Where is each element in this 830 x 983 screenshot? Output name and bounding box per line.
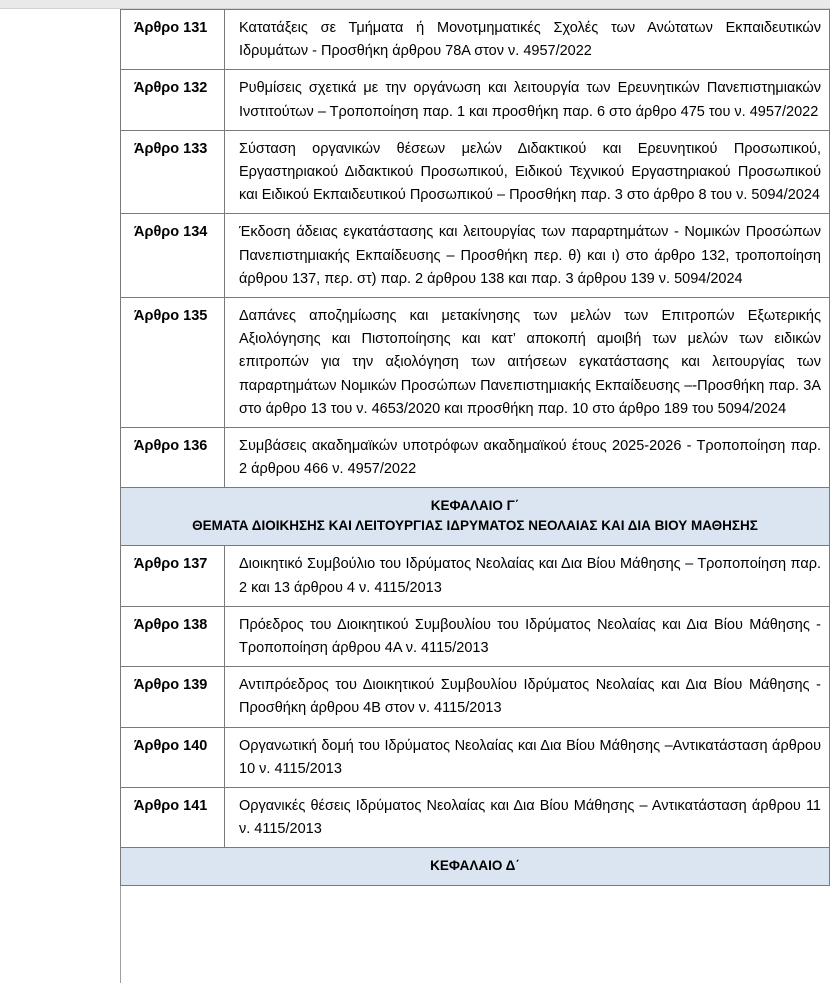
- article-description: Ρυθμίσεις σχετικά με την οργάνωση και λειτουργία των Ερευνητικών Πανεπιστημιακών Ινστιτούτων – Τροποποίηση παρ. 1 και προσθήκη παρ. 6 στο άρθρο 475 του ν. 4957/2022: [225, 70, 830, 130]
- article-row: [121, 788, 830, 848]
- article-number: Άρθρο 132: [121, 70, 225, 130]
- left-margin-pane: [0, 9, 121, 983]
- chapter-header-row: [121, 488, 830, 546]
- article-row: [121, 214, 830, 298]
- article-number: Άρθρο 137: [121, 546, 225, 606]
- article-description: Οργανικές θέσεις Ιδρύματος Νεολαίας και Δια Βίου Μάθησης – Αντικατάσταση άρθρου 11 ν. 4115/2013: [225, 788, 830, 848]
- chapter-heading: ΚΕΦΑΛΑΙΟ Γ΄: [430, 498, 520, 514]
- contents-table: [120, 9, 830, 886]
- article-description: Οργανωτική δομή του Ιδρύματος Νεολαίας και Δια Βίου Μάθησης –Αντικατάσταση άρθρου 10 ν. 4115/2013: [225, 727, 830, 787]
- chapter-header-row: [121, 848, 830, 886]
- article-description: Πρόεδρος του Διοικητικού Συμβουλίου του Ιδρύματος Νεολαίας και Δια Βίου Μάθησης - Τροποποίηση άρθρου 4Α ν. 4115/2013: [225, 606, 830, 666]
- article-number: Άρθρο 139: [121, 667, 225, 727]
- article-number: Άρθρο 138: [121, 606, 225, 666]
- article-number: Άρθρο 141: [121, 788, 225, 848]
- chapter-header: [121, 488, 830, 546]
- chapter-header: [121, 848, 830, 886]
- article-description: Αντιπρόεδρος του Διοικητικού Συμβουλίου Ιδρύματος Νεολαίας και Δια Βίου Μάθησης - Προσθήκη άρθρου 4Β στον ν. 4115/2013: [225, 667, 830, 727]
- article-description: Έκδοση άδειας εγκατάστασης και λειτουργίας των παραρτημάτων - Νομικών Προσώπων Πανεπιστημιακής Εκπαίδευσης – Προσθήκη περ. θ) και ι) στο άρθρο 132, τροποποίηση άρθρου 137, περ. στ) παρ. 2 άρθρου 138 και παρ. 3 άρθρου 139 ν. 5094/2024: [225, 214, 830, 298]
- article-description: Διοικητικό Συμβούλιο του Ιδρύματος Νεολαίας και Δια Βίου Μάθησης – Τροποποίηση παρ. 2 και 13 άρθρου 4 ν. 4115/2013: [225, 546, 830, 606]
- article-number: Άρθρο 133: [121, 130, 225, 214]
- viewer-top-strip: [0, 0, 830, 9]
- article-row: [121, 667, 830, 727]
- article-row: [121, 546, 830, 606]
- article-number: Άρθρο 136: [121, 428, 225, 488]
- article-row: [121, 727, 830, 787]
- article-description: Σύσταση οργανικών θέσεων μελών Διδακτικού και Ερευνητικού Προσωπικού, Εργαστηριακού Διδακτικού Προσωπικού, Ειδικού Τεχνικού Εργαστηριακού Προσωπικού και Ειδικού Εκπαιδευτικού Προσωπικού – Προσθήκη παρ. 3 στο άρθρο 8 του ν. 5094/2024: [225, 130, 830, 214]
- article-description: Κατατάξεις σε Τμήματα ή Μονοτμηματικές Σχολές των Ανώτατων Εκπαιδευτικών Ιδρυμάτων - Προσθήκη άρθρου 78Α στον ν. 4957/2022: [225, 10, 830, 70]
- article-row: [121, 10, 830, 70]
- article-description: Συμβάσεις ακαδημαϊκών υποτρόφων ακαδημαϊκού έτους 2025-2026 - Τροποποίηση παρ. 2 άρθρου 466 ν. 4957/2022: [225, 428, 830, 488]
- article-number: Άρθρο 140: [121, 727, 225, 787]
- article-row: [121, 130, 830, 214]
- article-row: [121, 428, 830, 488]
- article-row: [121, 70, 830, 130]
- article-number: Άρθρο 131: [121, 10, 225, 70]
- chapter-title: ΘΕΜΑΤΑ ΔΙΟΙΚΗΣΗΣ ΚΑΙ ΛΕΙΤΟΥΡΓΙΑΣ ΙΔΡΥΜΑΤΟΣ ΝΕΟΛΑΙΑΣ ΚΑΙ ΔΙΑ ΒΙΟΥ ΜΑΘΗΣΗΣ: [192, 518, 758, 534]
- article-row: [121, 606, 830, 666]
- article-number: Άρθρο 134: [121, 214, 225, 298]
- article-row: [121, 298, 830, 428]
- article-description: Δαπάνες αποζημίωσης και μετακίνησης των μελών των Επιτροπών Εξωτερικής Αξιολόγησης και Πιστοποίησης και κατ’ αποκοπή αμοιβή των μελών των ειδικών επιτροπών για την αξιολόγηση των αιτήσεων εγκατάστασης και λειτουργίας των παραρτημάτων Νομικών Προσώπων Πανεπιστημιακής Εκπαίδευσης –-Προσθήκη παρ. 3Α στο άρθρο 13 του ν. 4653/2020 και προσθήκη παρ. 10 στο άρθρο 189 του 5094/2024: [225, 298, 830, 428]
- chapter-heading: ΚΕΦΑΛΑΙΟ Δ΄: [430, 858, 520, 874]
- article-number: Άρθρο 135: [121, 298, 225, 428]
